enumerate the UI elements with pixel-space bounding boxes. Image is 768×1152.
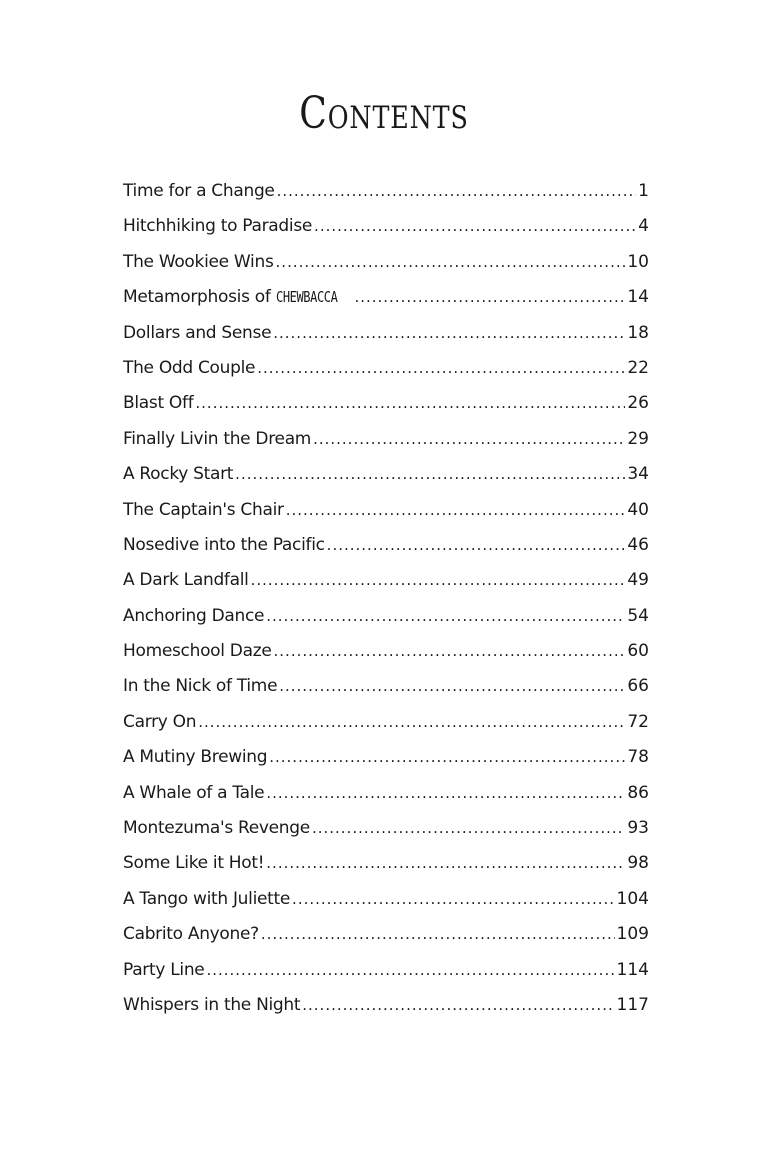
dot-leader: [235, 457, 625, 492]
toc-entry: [123, 457, 649, 492]
toc-entry: [123, 740, 649, 775]
table-of-contents: [123, 174, 649, 1023]
toc-entry-title: A Whale of a Tale: [123, 782, 265, 803]
dot-leader: [292, 882, 615, 917]
toc-entry-title: [123, 280, 352, 315]
dot-leader: [312, 811, 625, 846]
dot-leader: [276, 245, 626, 280]
toc-entry: [123, 917, 649, 952]
toc-entry-title: A Mutiny Brewing: [123, 747, 268, 768]
toc-entry: [123, 528, 649, 563]
toc-entry: [123, 599, 649, 634]
dot-leader: [266, 846, 625, 881]
toc-entry-title: A Tango with Juliette: [123, 888, 291, 909]
toc-entry-title: Finally Livin the Dream: [123, 428, 312, 449]
dot-leader: [354, 280, 625, 315]
toc-entry: [123, 705, 649, 740]
toc-entry: [123, 811, 649, 846]
toc-entry: [123, 953, 649, 988]
toc-entry: [123, 422, 649, 457]
toc-entry-title: A Dark Landfall: [123, 570, 249, 591]
dot-leader: [195, 386, 625, 421]
toc-entry-page: 54: [627, 605, 649, 626]
toc-entry-page: 93: [627, 818, 649, 839]
toc-entry-title: Montezuma's Revenge: [123, 818, 310, 839]
toc-entry-page: 98: [627, 853, 649, 874]
toc-entry: [123, 634, 649, 669]
toc-entry: [123, 563, 649, 598]
toc-entry-title: Blast Off: [123, 393, 194, 414]
toc-entry: [123, 988, 649, 1023]
toc-entry-page: 34: [627, 464, 649, 485]
toc-entry-page: 14: [627, 287, 649, 308]
toc-entry-title: Nosedive into the Pacific: [123, 534, 325, 555]
dot-leader: [251, 563, 626, 598]
toc-entry-page: 114: [616, 959, 649, 980]
toc-entry-page: 29: [627, 428, 649, 449]
toc-entry-title-prefix: Metamorphosis of: [123, 287, 276, 308]
dot-leader: [266, 776, 625, 811]
toc-entry-page: 72: [627, 711, 649, 732]
dot-leader: [266, 599, 625, 634]
toc-entry-page: 49: [627, 570, 649, 591]
toc-entry: [123, 386, 649, 421]
toc-entry-title: The Odd Couple: [123, 357, 256, 378]
toc-entry: [123, 669, 649, 704]
toc-entry-title: Dollars and Sense: [123, 322, 272, 343]
toc-entry-page: 46: [627, 534, 649, 555]
toc-entry-title-accent: CHEWBACCA: [275, 288, 338, 307]
toc-entry: [123, 882, 649, 917]
dot-leader: [314, 209, 636, 244]
dot-leader: [274, 634, 626, 669]
toc-entry-title: Carry On: [123, 711, 197, 732]
toc-entry-title: Cabrito Anyone?: [123, 924, 259, 945]
toc-entry-title: Some Like it Hot!: [123, 853, 265, 874]
dot-leader: [198, 705, 625, 740]
toc-entry: [123, 493, 649, 528]
toc-entry-title: Time for a Change: [123, 181, 275, 201]
dot-leader: [269, 740, 625, 775]
toc-entry-title: Homeschool Daze: [123, 641, 272, 662]
toc-entry-title: A Rocky Start: [123, 464, 234, 485]
toc-entry-page: 117: [616, 994, 649, 1015]
toc-entry-page: 1: [638, 181, 649, 201]
toc-entry-page: 109: [616, 924, 649, 945]
toc-entry-title: Anchoring Dance: [123, 605, 265, 626]
toc-entry-title: The Captain's Chair: [123, 499, 284, 520]
dot-leader: [206, 953, 614, 988]
dot-leader: [257, 351, 625, 386]
dot-leader: [279, 669, 625, 704]
toc-entry-page: 22: [627, 357, 649, 378]
dot-leader: [286, 493, 626, 528]
toc-entry-page: 4: [638, 216, 649, 237]
toc-entry-page: 10: [627, 251, 649, 272]
toc-entry: [123, 209, 649, 244]
toc-entry-page: 18: [627, 322, 649, 343]
toc-entry: [123, 846, 649, 881]
toc-entry-page: 40: [627, 499, 649, 520]
dot-leader: [302, 988, 614, 1023]
toc-entry-page: 60: [627, 641, 649, 662]
toc-entry-page: 104: [616, 888, 649, 909]
dot-leader: [261, 917, 615, 952]
toc-entry-title: Whispers in the Night: [123, 994, 301, 1015]
toc-entry-page: 26: [627, 393, 649, 414]
dot-leader: [277, 174, 637, 209]
toc-entry-page: 66: [627, 676, 649, 697]
toc-entry-title: Hitchhiking to Paradise: [123, 216, 313, 237]
toc-entry-title: The Wookiee Wins: [123, 251, 274, 272]
toc-entry: [123, 776, 649, 811]
toc-entry-title: Party Line: [123, 959, 205, 980]
toc-entry-title: In the Nick of Time: [123, 676, 278, 697]
dot-leader: [313, 422, 625, 457]
toc-entry-page: 86: [627, 782, 649, 803]
page-title: Contents: [299, 88, 469, 139]
toc-entry: [123, 245, 649, 280]
toc-entry: [123, 316, 649, 351]
toc-entry: [123, 351, 649, 386]
dot-leader: [273, 316, 625, 351]
toc-entry: [123, 280, 649, 315]
dot-leader: [327, 528, 626, 563]
toc-entry-page: 78: [627, 747, 649, 768]
toc-entry: [123, 174, 649, 209]
